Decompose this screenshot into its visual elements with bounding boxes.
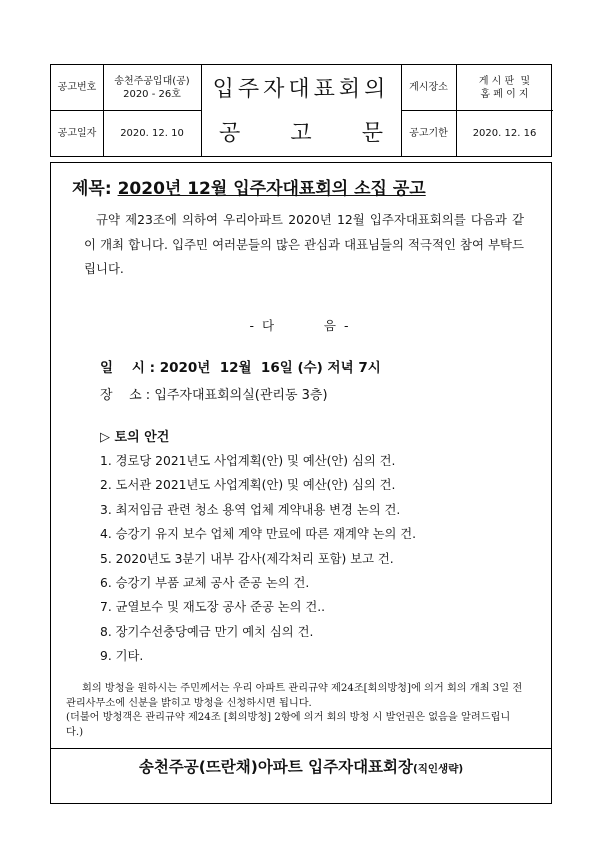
intro-paragraph: 규약 제23조에 의하여 우리아파트 2020년 12월 입주자대표회의를 다음과 같이 개최 합니다. 입주민 여러분들의 많은 관심과 대표님들의 적극적인 참여 부탁드립니다. (84, 212, 524, 276)
notice-no-label: 공고번호 (57, 82, 97, 93)
agenda-item: 8. 장기수선충당예금 만기 예치 심의 건. (100, 624, 314, 639)
next-heading: - 다 음 - (249, 318, 351, 333)
header-table (50, 64, 552, 157)
org-title: 입주자대표회의 (212, 77, 390, 102)
agenda-heading: ▷ 토의 안건 (100, 430, 170, 445)
agenda-item: 1. 경로당 2021년도 사업계획(안) 및 예산(안) 심의 건. (100, 454, 396, 468)
notice-date-label: 공고일자 (57, 127, 97, 139)
footer-signature (50, 755, 552, 777)
agenda-list (100, 452, 416, 672)
agenda-item: 4. 승강기 유지 보수 업체 계약 만료에 따른 재계약 논의 건. (100, 527, 417, 542)
notice-title (72, 174, 426, 199)
agenda-item: 6. 승강기 부품 교체 공사 준공 논의 건. (100, 575, 310, 590)
note-paragraph: 회의 방청을 원하시는 주민께서는 우리 아파트 관리규약 제24조[회의방청]에 의거 회의 개최 3일 전 관리사무소에 신분을 밝히고 방청을 신청하시면 됩니다. (66, 683, 523, 709)
agenda-item: 3. 최저임금 관련 청소 용역 업체 계약내용 변경 논의 건. (100, 502, 401, 517)
seal-note: (직인생략) (412, 763, 464, 775)
agenda-item: 9. 기타. (100, 649, 144, 664)
agenda-item: 5. 2020년도 3분기 내부 감사(제각처리 포함) 보고 건. (100, 551, 394, 566)
notice-date: 2020. 12. 10 (120, 127, 184, 139)
post-place: 게 시 판 및 홈 페 이 지 (478, 75, 531, 100)
meeting-place: 장 소 : 입주자대표회의실(관리동 3층) (100, 388, 328, 403)
attendance-note (66, 682, 526, 740)
title-prefix: 제목: (72, 179, 112, 199)
meeting-datetime: 일 시 : 2020년 12월 16일 (수) 저녁 7시 (100, 360, 381, 376)
agenda-item: 2. 도서관 2021년도 사업계획(안) 및 예산(안) 심의 건. (100, 478, 396, 493)
title-text: 2020년 12월 입주자대표회의 소집 공고 (117, 179, 426, 199)
doc-title: 공 고 문 (219, 120, 383, 146)
notice-no: 송천주공입대(공) 2020 - 26호 (114, 75, 190, 100)
footer-org: 송천주공(뜨란채)아파트 입주자대표회장 (138, 758, 413, 776)
note-paragraph: (더불어 방청객은 관리규약 제24조 [회의방청] 2항에 의거 회의 방청 시 발언권은 없음을 알려드립니다.) (66, 712, 511, 738)
post-period: 2020. 12. 16 (472, 127, 537, 139)
post-period-label: 공고기한 (409, 127, 448, 139)
agenda-item: 7. 균열보수 및 재도장 공사 준공 논의 건.. (100, 600, 326, 615)
footer-divider (50, 748, 552, 749)
post-place-label: 게시장소 (409, 82, 448, 93)
